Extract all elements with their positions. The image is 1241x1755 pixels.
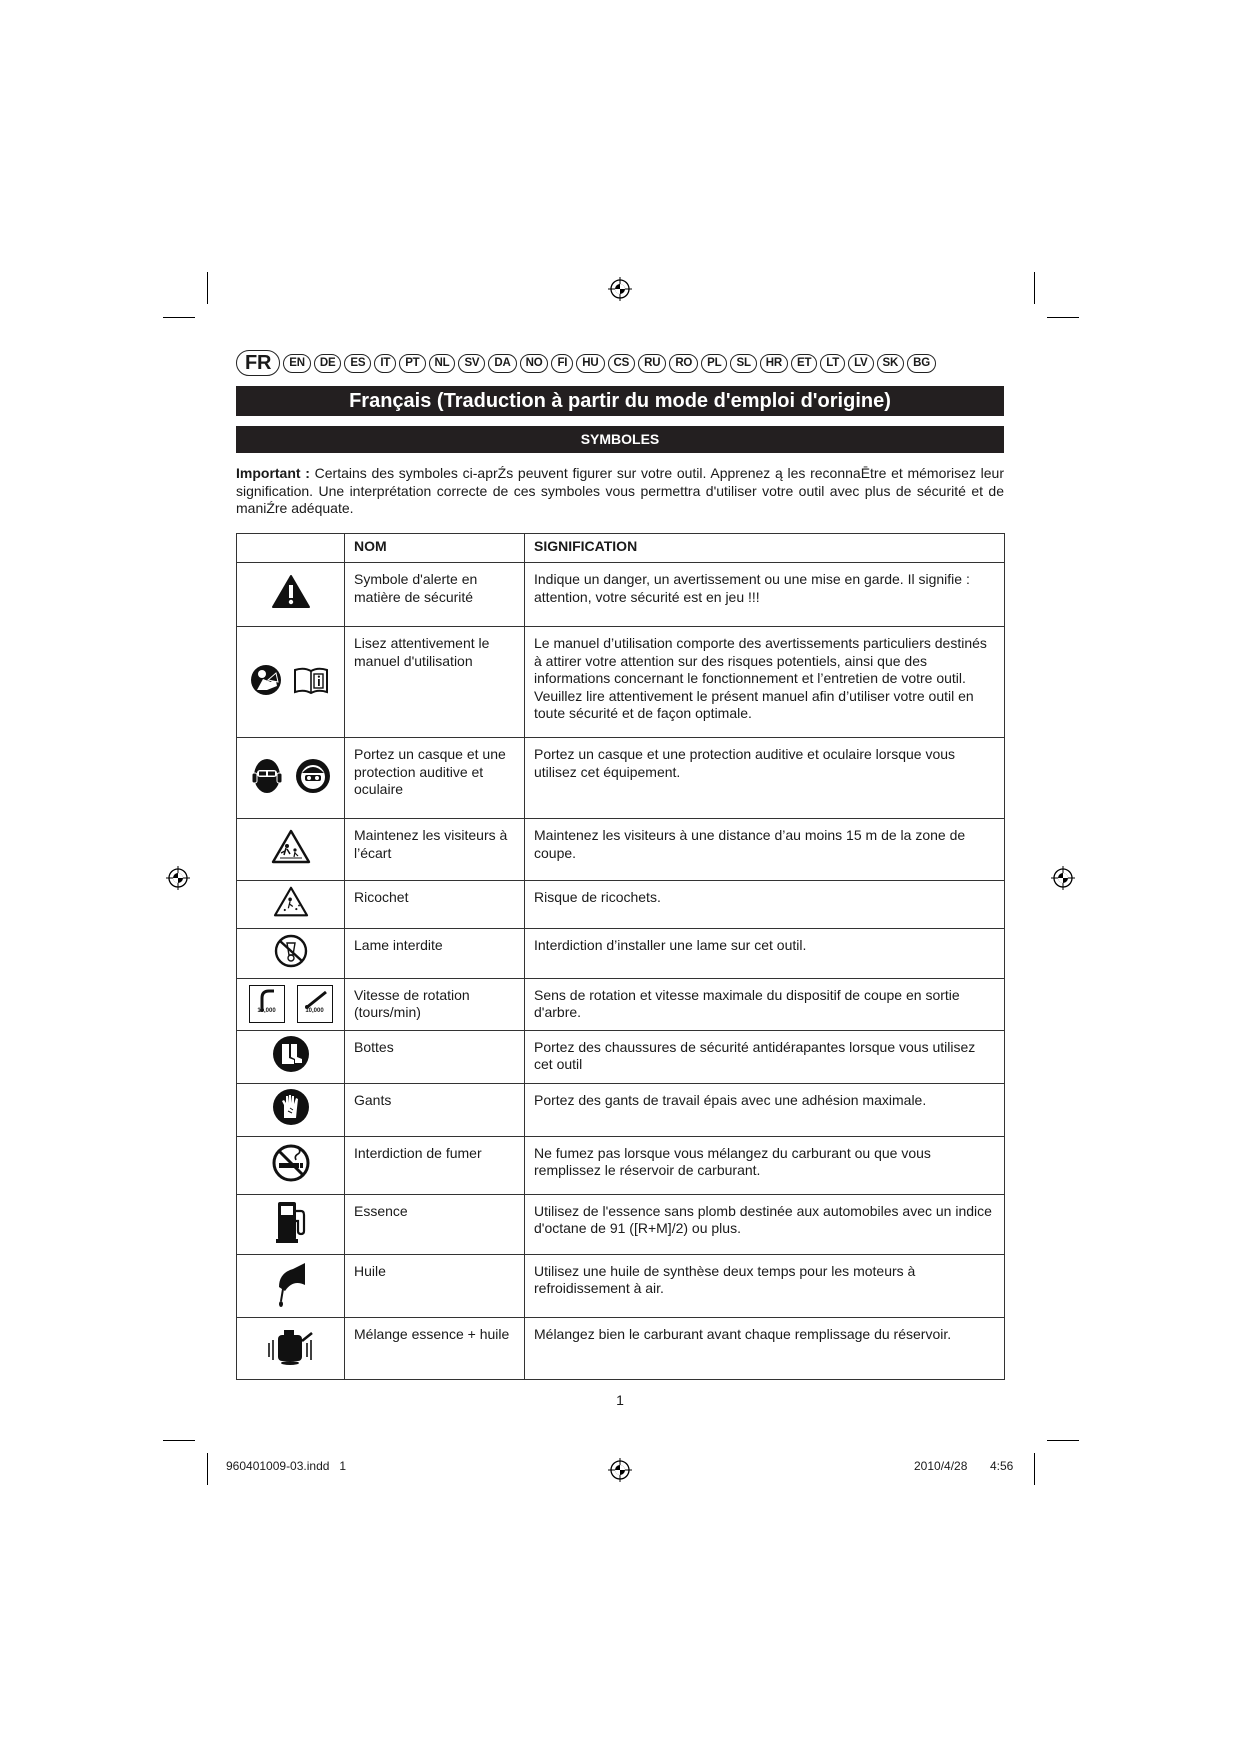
language-tab[interactable]: HU <box>576 354 604 373</box>
intro-text: Certains des symboles ci-aprŹs peuvent figurer sur votre outil. Apprenez ą les reconnaĒtre et mémorisez leur signification. Une interprétation correcte de ces symboles vous permettra d'utiliser votre outil avec plus de sécurité et de maniŹre adéquate. <box>236 465 1005 516</box>
symbol-meaning: Portez des gants de travail épais avec une adhésion maximale. <box>525 1083 1005 1136</box>
symbol-meaning: Maintenez les visiteurs à une distance d’au moins 15 m de la zone de coupe. <box>525 819 1005 881</box>
crop-mark <box>1034 272 1035 304</box>
intro-label: Important : <box>236 465 310 481</box>
registration-mark-icon <box>166 866 190 890</box>
symbol-meaning: Indique un danger, un avertissement ou une mise en garde. Il signifie : attention, votre sécurité est en jeu !!! <box>525 563 1005 627</box>
symbol-name: Bottes <box>345 1030 525 1083</box>
crop-mark <box>1034 1453 1035 1485</box>
registration-mark-icon <box>608 277 632 301</box>
rpm-label: 10,000 <box>305 1007 324 1014</box>
icon-cell <box>237 563 345 627</box>
crop-mark <box>1047 1440 1079 1441</box>
crop-mark <box>163 317 195 318</box>
icon-cell <box>237 1136 345 1194</box>
language-tab[interactable]: LV <box>848 354 873 373</box>
table-row <box>237 1136 1005 1194</box>
rpm-label: 10,000 <box>257 1007 276 1014</box>
icon-cell <box>237 929 345 979</box>
table-row <box>237 819 1005 881</box>
icon-cell <box>237 738 345 819</box>
icon-cell <box>237 1318 345 1380</box>
language-tab[interactable]: ES <box>344 354 371 373</box>
language-tab[interactable]: BG <box>907 354 936 373</box>
table-row <box>237 1318 1005 1380</box>
icon-cell <box>237 1254 345 1318</box>
table-header-row <box>237 534 1005 563</box>
symbol-meaning: Utilisez de l'essence sans plomb destinée aux automobiles avec un indice d'octane de 91 ([R+M]/2) ou plus. <box>525 1194 1005 1254</box>
symbol-meaning: Ne fumez pas lorsque vous mélangez du carburant ou que vous remplissez le réservoir de carburant. <box>525 1136 1005 1194</box>
icon-cell <box>237 627 345 738</box>
icon-cell <box>237 819 345 881</box>
table-row <box>237 1254 1005 1318</box>
symbol-meaning: Portez un casque et une protection auditive et oculaire lorsque vous utilisez cet équipement. <box>525 738 1005 819</box>
crop-mark <box>207 1453 208 1485</box>
oil-can-icon <box>271 1259 311 1309</box>
language-bar <box>236 352 1004 374</box>
intro-paragraph <box>236 465 1004 518</box>
registration-mark-icon <box>608 1458 632 1482</box>
language-tab[interactable]: NL <box>429 354 456 373</box>
boots-icon <box>272 1035 310 1073</box>
language-tab[interactable]: RO <box>669 354 698 373</box>
icon-cell <box>237 1083 345 1136</box>
table-row <box>237 627 1005 738</box>
table-row <box>237 929 1005 979</box>
symbol-name: Huile <box>345 1254 525 1318</box>
symbol-meaning: Le manuel d’utilisation comporte des avertissements particuliers destinés à attirer votre attention sur des risques potentiels, ainsi que des informations concernant le fonctionnement et l’entretien de votre outil. Veuillez lire attentivement le présent manuel afin d’utiliser votre outil en toute sécurité et de façon optimale. <box>525 627 1005 738</box>
table-row <box>237 563 1005 627</box>
keep-bystanders-away-icon <box>271 829 311 865</box>
language-tab[interactable]: DE <box>314 354 342 373</box>
language-tab[interactable]: IT <box>374 354 396 373</box>
no-blade-icon <box>273 933 309 969</box>
icon-cell <box>237 1030 345 1083</box>
language-tab[interactable]: CS <box>608 354 636 373</box>
head-protection-icon <box>249 756 333 796</box>
footer-date: 2010/4/28 <box>914 1459 968 1473</box>
symbol-meaning: Portez des chaussures de sécurité antidérapantes lorsque vous utilisez cet outil <box>525 1030 1005 1083</box>
language-tab[interactable]: LT <box>820 354 845 373</box>
section-heading: SYMBOLES <box>236 426 1004 453</box>
footer-time: 4:56 <box>990 1459 1014 1473</box>
table-row <box>237 1194 1005 1254</box>
symbol-name: Interdiction de fumer <box>345 1136 525 1194</box>
symbol-meaning: Mélangez bien le carburant avant chaque remplissage du réservoir. <box>525 1318 1005 1380</box>
icon-cell <box>237 1194 345 1254</box>
language-tab[interactable]: HR <box>760 354 788 373</box>
rotation-speed-icon <box>249 985 285 1023</box>
footer-file: 960401009-03.indd 1 <box>226 1459 347 1473</box>
language-tab[interactable]: FI <box>551 354 573 373</box>
table-row <box>237 1030 1005 1083</box>
symbol-name: Symbole d'alerte en matière de sécurité <box>345 563 525 627</box>
language-tab[interactable]: PT <box>399 354 425 373</box>
symbol-name: Lisez attentivement le manuel d'utilisation <box>345 627 525 738</box>
icon-cell <box>237 978 345 1030</box>
page-number: 1 <box>616 1392 624 1408</box>
table-row <box>237 738 1005 819</box>
language-active[interactable]: FR <box>236 350 280 376</box>
table-row <box>237 881 1005 929</box>
symbol-meaning: Risque de ricochets. <box>525 881 1005 929</box>
warning-triangle-icon <box>271 574 311 610</box>
read-manual-icon <box>249 662 333 698</box>
symbol-meaning: Utilisez une huile de synthèse deux temps pour les moteurs à refroidissement à air. <box>525 1254 1005 1318</box>
symbol-name: Maintenez les visiteurs à l’écart <box>345 819 525 881</box>
ricochet-icon <box>273 886 309 918</box>
fuel-pump-icon <box>273 1199 309 1245</box>
crop-mark <box>163 1440 195 1441</box>
language-tab[interactable]: EN <box>283 354 311 373</box>
rotation-speed-icon <box>297 985 333 1023</box>
header-icon <box>237 534 345 563</box>
table-row <box>237 978 1005 1030</box>
registration-mark-icon <box>1051 866 1075 890</box>
language-tab[interactable]: SL <box>730 354 756 373</box>
crop-mark <box>207 272 208 304</box>
language-tab[interactable]: PL <box>701 354 727 373</box>
language-tab[interactable]: SV <box>458 354 485 373</box>
language-tab[interactable]: NO <box>520 354 549 373</box>
language-tab[interactable]: RU <box>638 354 666 373</box>
symbol-name: Lame interdite <box>345 929 525 979</box>
gloves-icon <box>272 1088 310 1126</box>
symbol-name: Ricochet <box>345 881 525 929</box>
language-tab[interactable]: DA <box>488 354 516 373</box>
crop-mark <box>1047 317 1079 318</box>
symbol-name: Gants <box>345 1083 525 1136</box>
symbol-name: Essence <box>345 1194 525 1254</box>
fuel-mix-icon <box>264 1325 318 1367</box>
language-tab[interactable]: SK <box>877 354 905 373</box>
header-meaning: SIGNIFICATION <box>525 534 1005 563</box>
symbol-name: Mélange essence + huile <box>345 1318 525 1380</box>
header-name: NOM <box>345 534 525 563</box>
symbol-meaning: Sens de rotation et vitesse maximale du dispositif de coupe en sortie d'arbre. <box>525 978 1005 1030</box>
symbols-table <box>236 533 1005 1380</box>
no-smoking-icon <box>271 1143 311 1183</box>
language-tab[interactable]: ET <box>791 354 817 373</box>
table-row <box>237 1083 1005 1136</box>
symbol-name: Portez un casque et une protection auditive et oculaire <box>345 738 525 819</box>
icon-cell <box>237 881 345 929</box>
symbol-meaning: Interdiction d’installer une lame sur cet outil. <box>525 929 1005 979</box>
symbol-name: Vitesse de rotation (tours/min) <box>345 978 525 1030</box>
page-title: Français (Traduction à partir du mode d'emploi d'origine) <box>236 386 1004 416</box>
